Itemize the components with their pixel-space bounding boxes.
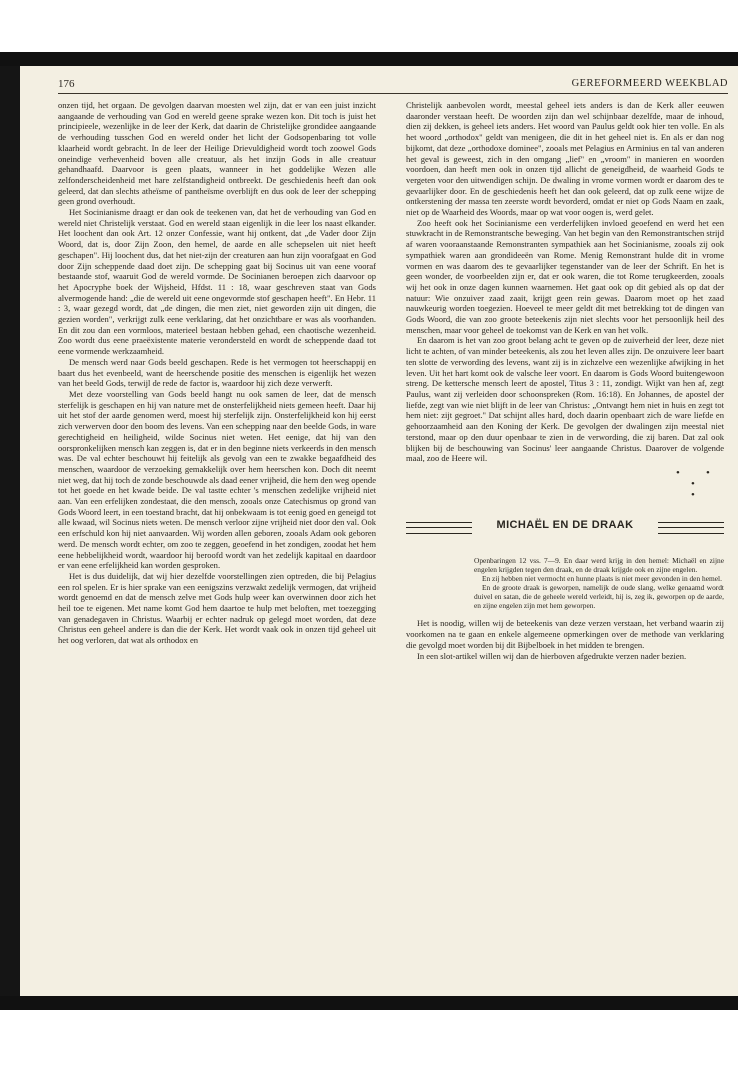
paragraph: En daarom is het van zoo groot belang acht te geven op de zuiverheid der leer, deze niet licht te achten, of van minder beteekenis, als zou het leven alles zijn. De onzuivere leer baart ten slotte de verwording des levens, want zij is in zichzelve een wezenlijke afwijking in het leven. Uit het hart komt ook de valsche leer voort. En daarom is Gods Woord buitengewoon streng. De kettersche mensch leert de apostel, Titus 3 : 11, zondigt. Wijkt van hen af, zegt Paulus, want zij verleiden door schoonspreken (Rom. 16:18). En Johannes, de apostel der liefde, zegt van wie niet blijft in de leer van Christus: „Ontvangt hem niet in huis en zegt tot hem niet: zijt gegroet." Dat schijnt alles hard, doch daarin openbaart zich de ware liefde en gehoorzaamheid aan den Koning der Kerk. De gevolgen der dwalingen zijn meestal niet terstond, maar op den duur openbaar te zien in de verwording, die zij baren. Dat zal ook blijken bij de beschouwing van Socinus' leer aangaande Christus. Daarover de volgende maal, zoo de Heere wil. xyxy=(406,335,724,464)
paragraph: Zoo heeft ook het Socinianisme een verderfelijken invloed geoefend en werd het een stuwkracht in de Remonstrantsche beweging. Van het begin van den Remonstrantschen strijd af waren vooraanstaande Remonstranten sympathiek aan het Socinianisme, zooals zij ook sympathiek waren aan grondideeën van Rome. Menig Remonstrant hulde dit in vrome vormen en was daarom des te gevaarlijker tegenstander van de leer der Schrift. En het is geen wonder, de voorbeelden zijn er, dat er ook waren, die tot Rome terugkeerden, zooals wij het ook in onze dagen kunnen waarnemen. Het gaat ook op dit gebied als op dat der natuur: Wie onzuiver zaad zaait, krijgt geen rein gewas. Daarom moet op het zaad nauwkeurig worden toegezien. Hoeveel te meer geldt dit met betrekking tot de dingen van Gods Woord, die van zoo groote beteekenis zijn niet slechts voor het persoonlijk heil des menschen, maar voor geheel de toekomst van de Kerk en van het volk. xyxy=(406,217,724,335)
paragraph: onzen tijd, het orgaan. De gevolgen daarvan moesten wel zijn, dat er van een juist inzicht aangaande de verhouding van God en wereld geene sprake wezen kon. Dit toch is juist het principieele, wezenlijke in de leer der Kerk, dat daarin de Christelijke grondidee aangaande de verhouding tusschen God en wereld onder het licht der Godsopenbaring tot volle klaarheid wordt gebracht. In de leer der Heilige Drievuldigheid wordt toch zoowel Gods oneindige verhevenheid boven alle creatuur, als het inzijn Gods in alle creatuur gehandhaafd. Daarvoor is geen plaats, wanneer in het goddelijke Wezen alle zelfonderscheidenheid met hare zelfstandigheid ontbreekt. De geschiedenis heeft dan ook geleerd, dat dan slechts atheïsme of pantheïsme overblijft en dus ook de leer der schepping geen grond overhoudt. xyxy=(58,100,376,207)
scan-border-bottom xyxy=(0,996,738,1010)
paragraph: Het is dus duidelijk, dat wij hier dezelfde voorstellingen zien optreden, die bij Pelagius een rol spelen. Er is hier sprake van een eenigszins verzwakt zedelijk vermogen, dat vrijheid wordt genoemd en dat de mensch zelve met Gods hulp weer kan overwinnen door zich het heil toe te eigenen. Met name komt God hem daartoe te hulp met beloften, met toezegging van genadegaven in Christus. Waarbij er echter nadruk op gelegd moet worden, dat deze Christus een geheel andere is dan die der Kerk. Het wordt vaak ook in onzen tijd geheel uit het oog verloren, dat wat als orthodox en xyxy=(58,570,376,646)
ornament-dot: • xyxy=(676,466,680,479)
paragraph: Met deze voorstelling van Gods beeld hangt nu ook samen de leer, dat de mensch sterfelijk is geschapen en hij van nature met de onsterfelijkheid niets gemeen heeft. Daar hij uit het stof der aarde genomen werd, moest hij sterfelijk zijn. Onsterfelijkheid kon hij eerst zich verwerven door den boom des levens. Van een schepping naar den beelde Gods, in ware gerechtigheid en heiligheid, wilde Socinus niet weten. Het eenige, dat hij van den oorspronkelijken mensch kan zeggen is, dat er in den beginne niets verkeerds in den mensch was. De val echter beschouwt hij feitelijk als gevolg van een te zwakke begaafdheid des menschen, waardoor de verzoeking gemakkelijk over hem heerschen kon. Doch dit neemt niet weg, dat hij toch de zonde beschouwde als daad eener vrijheid, die hem den weg opende tot het goede en het kwade beide. De val tastte echter 's menschen zedelijke vrijheid niet aan. Van een erfelijken zondestaat, die den mensch, zooals onze Catechismus op grond van Gods Woord leert, in een toestand bracht, dat hij onbekwaam is tot eenig goed en geneigd tot alle kwaad, wil Socinus niets weten. De mensch verloor zijne vrijheid niet door den val. Ook een erfschuld kon hij niet aanvaarden. Wij worden allen geboren, zooals Adam ook geboren werd. De mensch wordt echter, om zoo te zeggen, geoefend in het zondigen, zoodat het hem eene hebbelijkheid wordt, waardoor hij beroofd wordt van het zedelijk kapitaal en daardoor er van eene erfelijkheid kan worden gesproken. xyxy=(58,388,376,571)
header-rule xyxy=(58,93,728,94)
paragraph: Christelijk aanbevolen wordt, meestal geheel iets anders is dan de Kerk aller eeuwen daaronder verstaan heeft. De woorden zijn dan wel schijnbaar dezelfde, maar de inhoud, dien zij dekken, is geheel iets anders. Het woord van Paulus geldt ook hier ten volle. En als het woord „orthodox" geldt van menigeen, die dit in het geheel niet is. En als er dan nog bijkomt, dat deze „orthodoxe dominee", zooals met Pelagius en Arminius en tal van anderen het geval is geweest, zich in den omgang „lief" en „vroom" in manieren en woorden voordoen, dan heeft men ook in onzen tijd allicht de geneigdheid, de waarheid Gods te vergeten voor den uitwendigen schijn. De dwaling in vrome vormen wordt er daarom des te gevaarlijker door. En de geschiedenis heeft het dan ook geleerd, dat op zulk eene wijze de ontkerstening der massa ten zeerste wordt bevorderd, omdat er niet op Gods Naam en zaak, niet op de Waarheid des Woords, maar op wat voor oogen is, werd gelet. xyxy=(406,100,724,218)
page-number: 176 xyxy=(58,78,75,90)
section-ornament xyxy=(406,466,724,502)
right-column xyxy=(406,100,724,661)
motto-line: En de groote draak is geworpen, namelijk de oude slang, welke genaamd wordt duivel en satan, die de geheele wereld verleidt, hij is, zeg ik, geworpen op de aarde, en zijne engelen zijn met hem geworpen. xyxy=(474,583,724,611)
scan-border-left xyxy=(0,66,20,996)
paragraph: Het is noodig, willen wij de beteekenis van deze verzen verstaan, het verband waarin zij voorkomen na te gaan en enkele algemeene opmerkingen over de methode van verklaring die gevolgd moet worden bij dit Bijbelboek in het midden te brengen. xyxy=(406,618,724,650)
journal-name: GEREFORMEERD WEEKBLAD xyxy=(571,78,728,89)
article-heading xyxy=(406,510,724,550)
paragraph: In een slot-artikel willen wij dan de hierboven afgedrukte verzen nader bezien. xyxy=(417,650,687,661)
ornament-dot: • xyxy=(691,488,695,501)
scripture-motto xyxy=(474,556,724,611)
ornament-dot: • xyxy=(691,477,695,490)
magazine-page xyxy=(20,66,738,996)
scan-margin-top xyxy=(0,0,738,52)
motto-line: Openbaringen 12 vss. 7—9. En daar werd krijg in den hemel: Michaël en zijne engelen krijgden tegen den draak, en de draak krijgde ook en zijne engelen. xyxy=(474,555,724,574)
paragraph: Het Socinianisme draagt er dan ook de teekenen van, dat het de verhouding van God en wereld niet Christelijk verstaat. God en wereld staan eigenlijk in die leer los naast elkander. Het loochent dan ook Art. 12 onzer Confessie, want hij ontkent, dat „de Vader door Zijn Woord, dat is, door Zijn Zoon, den hemel, de aarde en alle schepselen uit niet heeft geschapen". Hij loochent dus, dat het niet-zijn der creaturen aan hun zijn voorafgaat en God door Zijn scheppende daad doet zijn. De schepping gaat bij Socinus uit van eene vooraf bestaande stof, waaruit God de wereld vormde. De Socinianen beroepen zich daarvoor op het Apocryphe boek der Wijsheid, Hfdst. 11 : 18, waar geschreven staat van Gods alvermogende hand: „die de wereld uit eene ongevormde stof geschapen heeft". En Hebr. 11 : 3, waar gezegd wordt, dat „de dingen, die men ziet, niet geworden zijn uit dingen, die gezien worden", verkrijgt zulk eene verklaring, dat het onzichtbare er was als voorhanden. En dit zou dan een vormloos, materieel bestaan hebben gehad, een chaotische wezenheid. Zoo wordt dus eene praeëxistente materie verondersteld en wordt de scheppende daad tot eene vormende werkzaamheid. xyxy=(58,207,376,357)
title-rule-right xyxy=(658,522,724,534)
title-rule-left xyxy=(406,522,472,534)
motto-line: En zij hebben niet vermocht en hunne plaats is niet meer gevonden in den hemel. xyxy=(482,574,722,584)
left-column xyxy=(58,100,376,646)
paragraph: De mensch werd naar Gods beeld geschapen. Rede is het vermogen tot heerschappij en baart dus het evenbeeld, want de heerschende positie des menschen is eigenlijk het wezen van het beeld Gods, terwijl de rede de factor is, waardoor hij zich deze verwerft. xyxy=(58,356,376,389)
scan-border-top xyxy=(0,52,738,66)
running-header xyxy=(58,76,728,94)
ornament-dot: • xyxy=(706,466,710,479)
article-title: MICHAËL EN DE DRAAK xyxy=(496,518,634,531)
